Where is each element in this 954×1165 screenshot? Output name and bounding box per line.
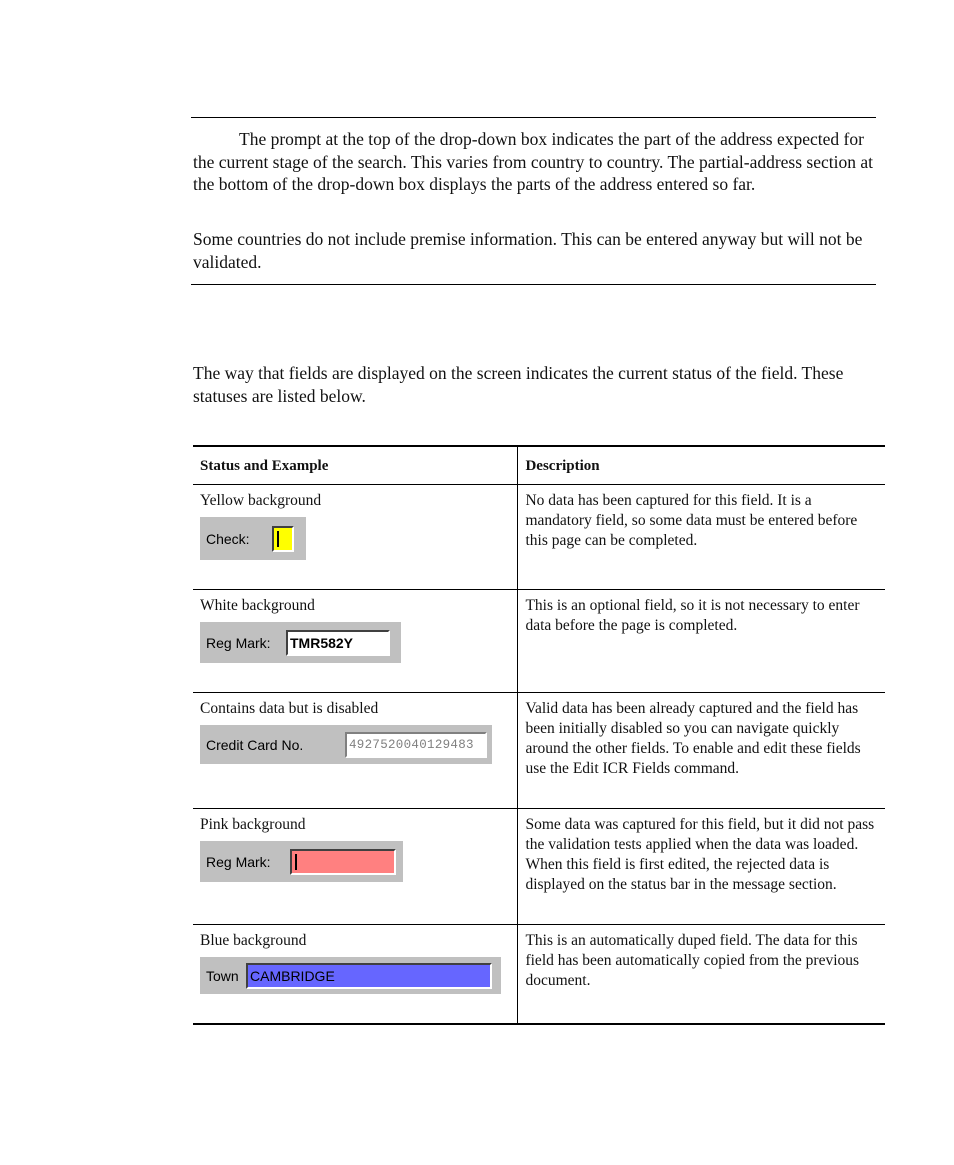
field-label: Reg Mark: [206,634,271,651]
status-label: Blue background [200,932,307,949]
credit-card-field-example [200,725,492,764]
header-status-and-example: Status and Example [193,446,518,485]
description-cell: This is an optional field, so it is not necessary to enter data before the page is completed. [518,590,885,693]
check-field-example [200,517,306,560]
status-label: Pink background [200,816,306,833]
description-cell: No data has been captured for this field. It is a mandatory field, so some data must be entered before this page can be completed. [518,485,885,590]
table-row [193,590,885,693]
note-bottom-rule [191,284,876,285]
status-cell [193,693,518,809]
status-label: White background [200,597,315,614]
town-input[interactable]: CAMBRIDGE [246,963,492,989]
header-description: Description [518,446,885,485]
status-cell [193,590,518,693]
table-row [193,485,885,590]
status-cell [193,809,518,925]
table-row [193,693,885,809]
table-row [193,925,885,1024]
text-caret [295,854,297,870]
note-paragraph-1: The prompt at the top of the drop-down box indicates the part of the address expected for the current stage of the search. This varies from country to country. The partial-address section at the bottom of the drop-down box displays the parts of the address entered so far. [193,129,873,194]
status-label: Yellow background [200,492,322,509]
field-label: Credit Card No. [206,736,304,753]
field-status-table [193,445,885,1025]
reg-mark-pink-field-example [200,841,403,882]
description-cell: Some data was captured for this field, but it did not pass the validation tests applied when the data was loaded. When this field is first edited, the rejected data is displayed on the status bar in the message section. [518,809,885,925]
note-paragraph-2: Some countries do not include premise information. This can be entered anyway but will not be validated. [193,229,863,272]
field-label: Town [206,967,239,984]
note-top-rule [191,117,876,118]
credit-card-input-disabled: 4927520040129483 [345,732,487,758]
field-label: Reg Mark: [206,853,271,870]
town-field-example [200,957,501,994]
status-cell [193,925,518,1024]
reg-mark-input[interactable]: TMR582Y [286,630,390,656]
table-header-row [193,446,885,485]
text-caret [277,531,279,547]
reg-mark-pink-input[interactable] [290,849,396,875]
description-cell: This is an automatically duped field. The data for this field has been automatically copied from the previous document. [518,925,885,1024]
status-label: Contains data but is disabled [200,700,379,717]
field-label: Check: [206,530,250,547]
reg-mark-field-example [200,622,401,663]
check-input[interactable] [272,526,294,552]
table-row [193,809,885,925]
status-cell [193,485,518,590]
description-cell: Valid data has been already captured and the field has been initially disabled so you can navigate quickly around the other fields. To enable and edit these fields use the Edit ICR Fields command. [518,693,885,809]
intro-paragraph: The way that fields are displayed on the screen indicates the current status of the field. These statuses are listed below. [193,363,844,406]
